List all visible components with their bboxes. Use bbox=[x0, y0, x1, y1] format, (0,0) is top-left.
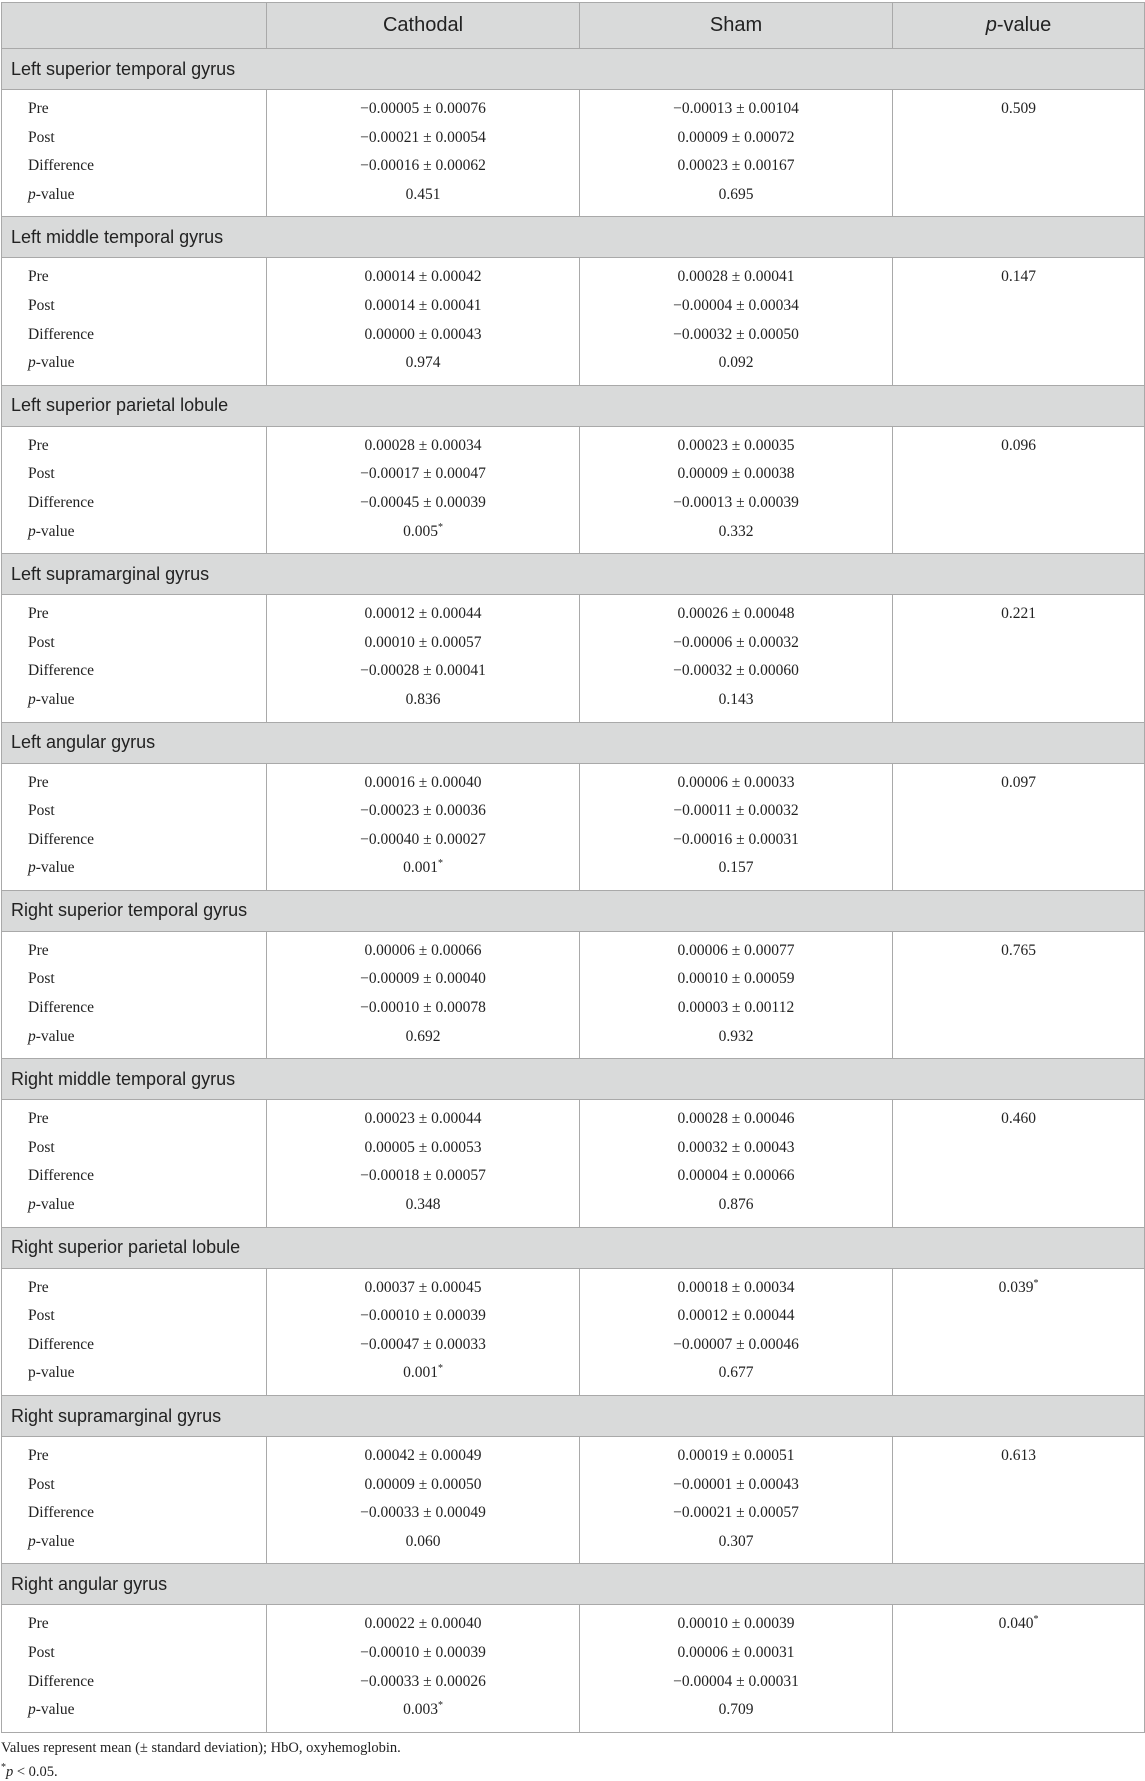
row-label-text: Post bbox=[28, 1643, 55, 1661]
row-label-text: Post bbox=[28, 1138, 55, 1156]
row-label-text: -value bbox=[35, 185, 75, 203]
cathodal-value: −0.00047 ± 0.00033 bbox=[360, 1335, 486, 1353]
row-label bbox=[28, 1331, 266, 1360]
cathodal-cell bbox=[267, 1437, 580, 1564]
row-label-italic: p bbox=[28, 859, 36, 877]
row-labels-cell bbox=[2, 1437, 267, 1564]
region-row bbox=[2, 1227, 1145, 1268]
row-label-italic: p bbox=[28, 522, 36, 540]
row-label-text: -value bbox=[35, 354, 75, 372]
header-region bbox=[2, 3, 267, 49]
sham-cell bbox=[580, 258, 893, 385]
row-label-text: Pre bbox=[28, 268, 49, 286]
cathodal-value: −0.00010 ± 0.00039 bbox=[360, 1643, 486, 1661]
region-row bbox=[2, 722, 1145, 763]
row-label-text: -value bbox=[35, 1532, 75, 1550]
table-body bbox=[2, 49, 1145, 1733]
sham-cell bbox=[580, 1437, 893, 1564]
data-row-group bbox=[2, 90, 1145, 217]
sham-value: 0.00009 ± 0.00038 bbox=[677, 465, 795, 483]
sham-value: 0.876 bbox=[718, 1196, 754, 1214]
sham-value: −0.00004 ± 0.00034 bbox=[673, 296, 799, 314]
cathodal-value: 0.00009 ± 0.00050 bbox=[364, 1475, 482, 1493]
row-label bbox=[28, 1023, 266, 1052]
p-value: 0.039* bbox=[998, 1277, 1039, 1296]
p-value-cell bbox=[893, 258, 1145, 385]
cathodal-value: −0.00045 ± 0.00039 bbox=[360, 493, 486, 511]
data-row-group bbox=[2, 931, 1145, 1058]
row-label bbox=[28, 1639, 266, 1668]
row-label-text: -value bbox=[35, 690, 75, 708]
row-label bbox=[28, 1162, 266, 1191]
p-value-cell bbox=[893, 763, 1145, 890]
cathodal-value: 0.00014 ± 0.00041 bbox=[364, 296, 482, 314]
p-value: 0.147 bbox=[1001, 268, 1036, 286]
cathodal-value: 0.974 bbox=[405, 354, 441, 372]
sham-value: 0.709 bbox=[718, 1701, 754, 1719]
cathodal-cell bbox=[267, 763, 580, 890]
sham-value: 0.092 bbox=[718, 354, 754, 372]
row-label-text: Post bbox=[28, 633, 55, 651]
data-row-group bbox=[2, 426, 1145, 553]
row-label bbox=[28, 629, 266, 658]
cathodal-value: 0.00012 ± 0.00044 bbox=[364, 605, 482, 623]
row-label-italic: p bbox=[28, 1701, 36, 1719]
p-value-cell bbox=[893, 1437, 1145, 1564]
cathodal-value: 0.00006 ± 0.00066 bbox=[364, 941, 482, 959]
sham-value: 0.332 bbox=[718, 522, 754, 540]
row-label-text: Pre bbox=[28, 941, 49, 959]
p-value-cell bbox=[893, 1268, 1145, 1395]
row-label-text: Post bbox=[28, 802, 55, 820]
cathodal-value: −0.00033 ± 0.00026 bbox=[360, 1672, 486, 1690]
region-row bbox=[2, 217, 1145, 258]
sham-value: −0.00013 ± 0.00104 bbox=[673, 100, 799, 117]
row-label bbox=[28, 1105, 266, 1134]
row-label-text: Pre bbox=[28, 773, 49, 791]
row-label-text: p-value bbox=[28, 1364, 75, 1382]
row-label-text: Pre bbox=[28, 1110, 49, 1128]
data-row-group bbox=[2, 1100, 1145, 1227]
p-value: 0.765 bbox=[1001, 941, 1036, 959]
row-label-text: Post bbox=[28, 970, 55, 988]
row-label bbox=[28, 1471, 266, 1500]
row-label-text: -value bbox=[35, 1196, 75, 1214]
row-label-text: Difference bbox=[28, 493, 94, 511]
cathodal-value: 0.00022 ± 0.00040 bbox=[364, 1615, 482, 1633]
sham-value: −0.00004 ± 0.00031 bbox=[673, 1672, 799, 1690]
cathodal-value: 0.00037 ± 0.00045 bbox=[364, 1278, 482, 1296]
row-label-text: Post bbox=[28, 296, 55, 314]
sham-value: 0.157 bbox=[718, 859, 754, 877]
sham-value: −0.00001 ± 0.00043 bbox=[673, 1475, 799, 1493]
sham-value: 0.695 bbox=[718, 185, 754, 203]
cathodal-value: −0.00028 ± 0.00041 bbox=[360, 662, 486, 680]
row-labels-cell bbox=[2, 763, 267, 890]
row-label-text: Pre bbox=[28, 605, 49, 623]
row-labels-cell bbox=[2, 1100, 267, 1227]
row-label-text: Difference bbox=[28, 999, 94, 1017]
row-label bbox=[28, 1442, 266, 1471]
data-row-group bbox=[2, 1605, 1145, 1732]
region-row bbox=[2, 1059, 1145, 1100]
row-labels-cell bbox=[2, 1268, 267, 1395]
row-label-text: Post bbox=[28, 1307, 55, 1325]
sham-value: −0.00032 ± 0.00060 bbox=[673, 662, 799, 680]
row-label-text: Post bbox=[28, 465, 55, 483]
p-value: 0.460 bbox=[1001, 1110, 1036, 1128]
row-label-italic: p bbox=[28, 690, 36, 708]
row-label-text: Difference bbox=[28, 830, 94, 848]
cathodal-value: −0.00017 ± 0.00047 bbox=[360, 465, 486, 483]
row-label bbox=[28, 1274, 266, 1303]
row-label bbox=[28, 686, 266, 715]
sham-cell bbox=[580, 595, 893, 722]
row-labels-cell bbox=[2, 90, 267, 217]
row-label-text: Difference bbox=[28, 325, 94, 343]
region-name: Left middle temporal gyrus bbox=[2, 217, 1145, 258]
row-label bbox=[28, 152, 266, 181]
significance-marker: * bbox=[437, 521, 443, 533]
cathodal-value: −0.00023 ± 0.00036 bbox=[360, 802, 486, 820]
region-row bbox=[2, 385, 1145, 426]
row-label-text: -value bbox=[35, 522, 75, 540]
row-labels-cell bbox=[2, 426, 267, 553]
sham-cell bbox=[580, 1100, 893, 1227]
cathodal-value: 0.00023 ± 0.00044 bbox=[364, 1110, 482, 1128]
row-label-text: Post bbox=[28, 128, 55, 146]
row-label bbox=[28, 1499, 266, 1528]
p-value: 0.509 bbox=[1001, 100, 1036, 117]
row-labels-cell bbox=[2, 931, 267, 1058]
row-label bbox=[28, 994, 266, 1023]
cathodal-value: 0.001* bbox=[403, 858, 443, 877]
footnote-threshold: < 0.05. bbox=[13, 1764, 58, 1780]
cathodal-value: −0.00010 ± 0.00039 bbox=[360, 1307, 486, 1325]
cathodal-value: 0.00010 ± 0.00057 bbox=[364, 633, 482, 651]
row-label bbox=[28, 489, 266, 518]
row-label bbox=[28, 349, 266, 378]
sham-value: 0.143 bbox=[718, 690, 754, 708]
sham-value: 0.00023 ± 0.00035 bbox=[677, 436, 795, 454]
p-value-cell bbox=[893, 1100, 1145, 1227]
cathodal-value: −0.00005 ± 0.00076 bbox=[360, 100, 486, 117]
row-label-italic: p bbox=[28, 185, 36, 203]
sham-cell bbox=[580, 1268, 893, 1395]
cathodal-value: −0.00033 ± 0.00049 bbox=[360, 1504, 486, 1522]
row-label bbox=[28, 1610, 266, 1639]
header-sham: Sham bbox=[580, 3, 893, 49]
sham-value: −0.00013 ± 0.00039 bbox=[673, 493, 799, 511]
data-row-group bbox=[2, 1437, 1145, 1564]
cathodal-value: −0.00021 ± 0.00054 bbox=[360, 128, 486, 146]
cathodal-cell bbox=[267, 1605, 580, 1732]
data-row-group bbox=[2, 763, 1145, 890]
cathodal-cell bbox=[267, 1268, 580, 1395]
row-label bbox=[28, 1191, 266, 1220]
header-p-rest: -value bbox=[996, 14, 1052, 36]
sham-value: 0.00006 ± 0.00033 bbox=[677, 773, 795, 791]
row-label bbox=[28, 937, 266, 966]
row-label-text: Difference bbox=[28, 662, 94, 680]
row-label bbox=[28, 1302, 266, 1331]
header-p-value bbox=[893, 3, 1145, 49]
row-label bbox=[28, 321, 266, 350]
row-label bbox=[28, 292, 266, 321]
cathodal-value: −0.00018 ± 0.00057 bbox=[360, 1167, 486, 1185]
row-label-text: Difference bbox=[28, 157, 94, 175]
cathodal-value: 0.060 bbox=[405, 1532, 441, 1550]
region-name: Right middle temporal gyrus bbox=[2, 1059, 1145, 1100]
sham-cell bbox=[580, 931, 893, 1058]
sham-value: 0.00019 ± 0.00051 bbox=[677, 1447, 795, 1464]
cathodal-value: 0.00042 ± 0.00049 bbox=[364, 1447, 482, 1464]
cathodal-cell bbox=[267, 90, 580, 217]
sham-value: 0.00012 ± 0.00044 bbox=[677, 1307, 795, 1325]
cathodal-value: −0.00040 ± 0.00027 bbox=[360, 830, 486, 848]
p-value: 0.613 bbox=[1001, 1447, 1036, 1464]
row-label bbox=[28, 1134, 266, 1163]
p-value-cell bbox=[893, 931, 1145, 1058]
sham-value: 0.00032 ± 0.00043 bbox=[677, 1138, 795, 1156]
region-name: Right superior parietal lobule bbox=[2, 1227, 1145, 1268]
cathodal-cell bbox=[267, 595, 580, 722]
cathodal-value: −0.00016 ± 0.00062 bbox=[360, 157, 486, 175]
significance-marker: * bbox=[437, 1363, 443, 1375]
row-label-italic: p bbox=[28, 1532, 36, 1550]
cathodal-value: 0.692 bbox=[405, 1027, 441, 1045]
data-row-group bbox=[2, 1268, 1145, 1395]
p-value-cell bbox=[893, 426, 1145, 553]
cathodal-value: −0.00009 ± 0.00040 bbox=[360, 970, 486, 988]
cathodal-value: 0.451 bbox=[405, 185, 441, 203]
footnote-values: Values represent mean (± standard deviation); HbO, oxyhemoglobin. bbox=[1, 1740, 401, 1756]
footnote-significance bbox=[1, 1764, 58, 1781]
sham-value: 0.307 bbox=[718, 1532, 754, 1550]
row-label-text: Pre bbox=[28, 436, 49, 454]
cathodal-value: 0.00014 ± 0.00042 bbox=[364, 268, 482, 286]
region-row bbox=[2, 890, 1145, 931]
header-cathodal: Cathodal bbox=[267, 3, 580, 49]
p-value: 0.040* bbox=[998, 1614, 1039, 1633]
sham-value: −0.00016 ± 0.00031 bbox=[673, 830, 799, 848]
row-label-text: -value bbox=[35, 1027, 75, 1045]
p-value: 0.221 bbox=[1001, 605, 1036, 623]
sham-value: 0.00018 ± 0.00034 bbox=[677, 1278, 795, 1296]
results-table bbox=[1, 2, 1145, 1733]
cathodal-value: 0.00000 ± 0.00043 bbox=[364, 325, 482, 343]
cathodal-value: 0.003* bbox=[403, 1700, 443, 1719]
row-label bbox=[28, 1668, 266, 1697]
cathodal-value: 0.005* bbox=[403, 521, 443, 540]
sham-value: 0.00023 ± 0.00167 bbox=[677, 157, 795, 175]
sham-value: 0.00006 ± 0.00031 bbox=[677, 1643, 795, 1661]
p-value-cell bbox=[893, 1605, 1145, 1732]
sham-value: 0.677 bbox=[718, 1364, 754, 1382]
sham-value: −0.00007 ± 0.00046 bbox=[673, 1335, 799, 1353]
region-name: Left superior parietal lobule bbox=[2, 385, 1145, 426]
row-label-text: Pre bbox=[28, 1615, 49, 1633]
sham-value: 0.00006 ± 0.00077 bbox=[677, 941, 795, 959]
row-label bbox=[28, 1359, 266, 1388]
data-row-group bbox=[2, 258, 1145, 385]
sham-value: 0.00010 ± 0.00059 bbox=[677, 970, 795, 988]
row-label-italic: p bbox=[28, 1196, 36, 1214]
row-label-text: Pre bbox=[28, 1447, 49, 1464]
region-name: Right supramarginal gyrus bbox=[2, 1396, 1145, 1437]
row-label bbox=[28, 797, 266, 826]
region-row bbox=[2, 554, 1145, 595]
sham-value: 0.00028 ± 0.00046 bbox=[677, 1110, 795, 1128]
row-label-text: Pre bbox=[28, 100, 49, 117]
p-value-cell bbox=[893, 595, 1145, 722]
row-labels-cell bbox=[2, 1605, 267, 1732]
significance-marker: * bbox=[1033, 1277, 1039, 1289]
cathodal-cell bbox=[267, 258, 580, 385]
sham-value: −0.00006 ± 0.00032 bbox=[673, 633, 799, 651]
row-label-italic: p bbox=[28, 354, 36, 372]
region-row bbox=[2, 1396, 1145, 1437]
row-label-text: Pre bbox=[28, 1278, 49, 1296]
sham-value: −0.00011 ± 0.00032 bbox=[673, 802, 799, 820]
row-label bbox=[28, 965, 266, 994]
sham-value: 0.932 bbox=[718, 1027, 754, 1045]
footnote-p: p bbox=[6, 1764, 14, 1780]
cathodal-cell bbox=[267, 1100, 580, 1227]
significance-marker: * bbox=[1033, 1614, 1039, 1626]
row-label-text: Difference bbox=[28, 1504, 94, 1522]
sham-value: −0.00032 ± 0.00050 bbox=[673, 325, 799, 343]
significance-marker: * bbox=[437, 1700, 443, 1711]
p-value: 0.096 bbox=[1001, 436, 1036, 454]
sham-cell bbox=[580, 763, 893, 890]
row-label-text: Difference bbox=[28, 1672, 94, 1690]
row-label-text: -value bbox=[35, 859, 75, 877]
cathodal-value: 0.348 bbox=[405, 1196, 441, 1214]
row-label bbox=[28, 826, 266, 855]
region-row bbox=[2, 1564, 1145, 1605]
row-label bbox=[28, 600, 266, 629]
cathodal-cell bbox=[267, 426, 580, 553]
header-row bbox=[2, 3, 1145, 49]
row-label bbox=[28, 95, 266, 124]
row-label bbox=[28, 263, 266, 292]
sham-value: 0.00003 ± 0.00112 bbox=[677, 999, 795, 1017]
row-label bbox=[28, 518, 266, 547]
row-label bbox=[28, 181, 266, 210]
cathodal-value: 0.00016 ± 0.00040 bbox=[364, 773, 482, 791]
region-name: Left angular gyrus bbox=[2, 722, 1145, 763]
row-label bbox=[28, 854, 266, 883]
sham-cell bbox=[580, 1605, 893, 1732]
region-name: Right superior temporal gyrus bbox=[2, 890, 1145, 931]
cathodal-value: 0.00028 ± 0.00034 bbox=[364, 436, 482, 454]
row-labels-cell bbox=[2, 595, 267, 722]
cathodal-value: −0.00010 ± 0.00078 bbox=[360, 999, 486, 1017]
row-label bbox=[28, 432, 266, 461]
row-label-text: Difference bbox=[28, 1335, 94, 1353]
region-row bbox=[2, 49, 1145, 90]
row-label bbox=[28, 124, 266, 153]
sham-value: 0.00009 ± 0.00072 bbox=[677, 128, 795, 146]
cathodal-value: 0.836 bbox=[405, 690, 441, 708]
row-labels-cell bbox=[2, 258, 267, 385]
row-label bbox=[28, 1528, 266, 1557]
header-p-italic: p bbox=[985, 14, 997, 36]
region-name: Left supramarginal gyrus bbox=[2, 554, 1145, 595]
cathodal-value: 0.001* bbox=[403, 1363, 443, 1382]
sham-cell bbox=[580, 426, 893, 553]
cathodal-cell bbox=[267, 931, 580, 1058]
row-label bbox=[28, 657, 266, 686]
significance-marker: * bbox=[437, 858, 443, 870]
sham-value: 0.00004 ± 0.00066 bbox=[677, 1167, 795, 1185]
sham-cell bbox=[580, 90, 893, 217]
row-label-text: Difference bbox=[28, 1167, 94, 1185]
row-label-text: Post bbox=[28, 1475, 55, 1493]
p-value: 0.097 bbox=[1001, 773, 1036, 791]
row-label-italic: p bbox=[28, 1027, 36, 1045]
sham-value: 0.00028 ± 0.00041 bbox=[677, 268, 795, 286]
row-label-text: -value bbox=[35, 1701, 75, 1719]
cathodal-value: 0.00005 ± 0.00053 bbox=[364, 1138, 482, 1156]
region-name: Left superior temporal gyrus bbox=[2, 49, 1145, 90]
sham-value: 0.00026 ± 0.00048 bbox=[677, 605, 795, 623]
p-value-cell bbox=[893, 90, 1145, 217]
row-label bbox=[28, 460, 266, 489]
sham-value: −0.00021 ± 0.00057 bbox=[673, 1504, 799, 1522]
row-label bbox=[28, 769, 266, 798]
data-row-group bbox=[2, 595, 1145, 722]
sham-value: 0.00010 ± 0.00039 bbox=[677, 1615, 795, 1633]
row-label bbox=[28, 1696, 266, 1725]
region-name: Right angular gyrus bbox=[2, 1564, 1145, 1605]
footnote-marker: * bbox=[1, 1762, 6, 1774]
